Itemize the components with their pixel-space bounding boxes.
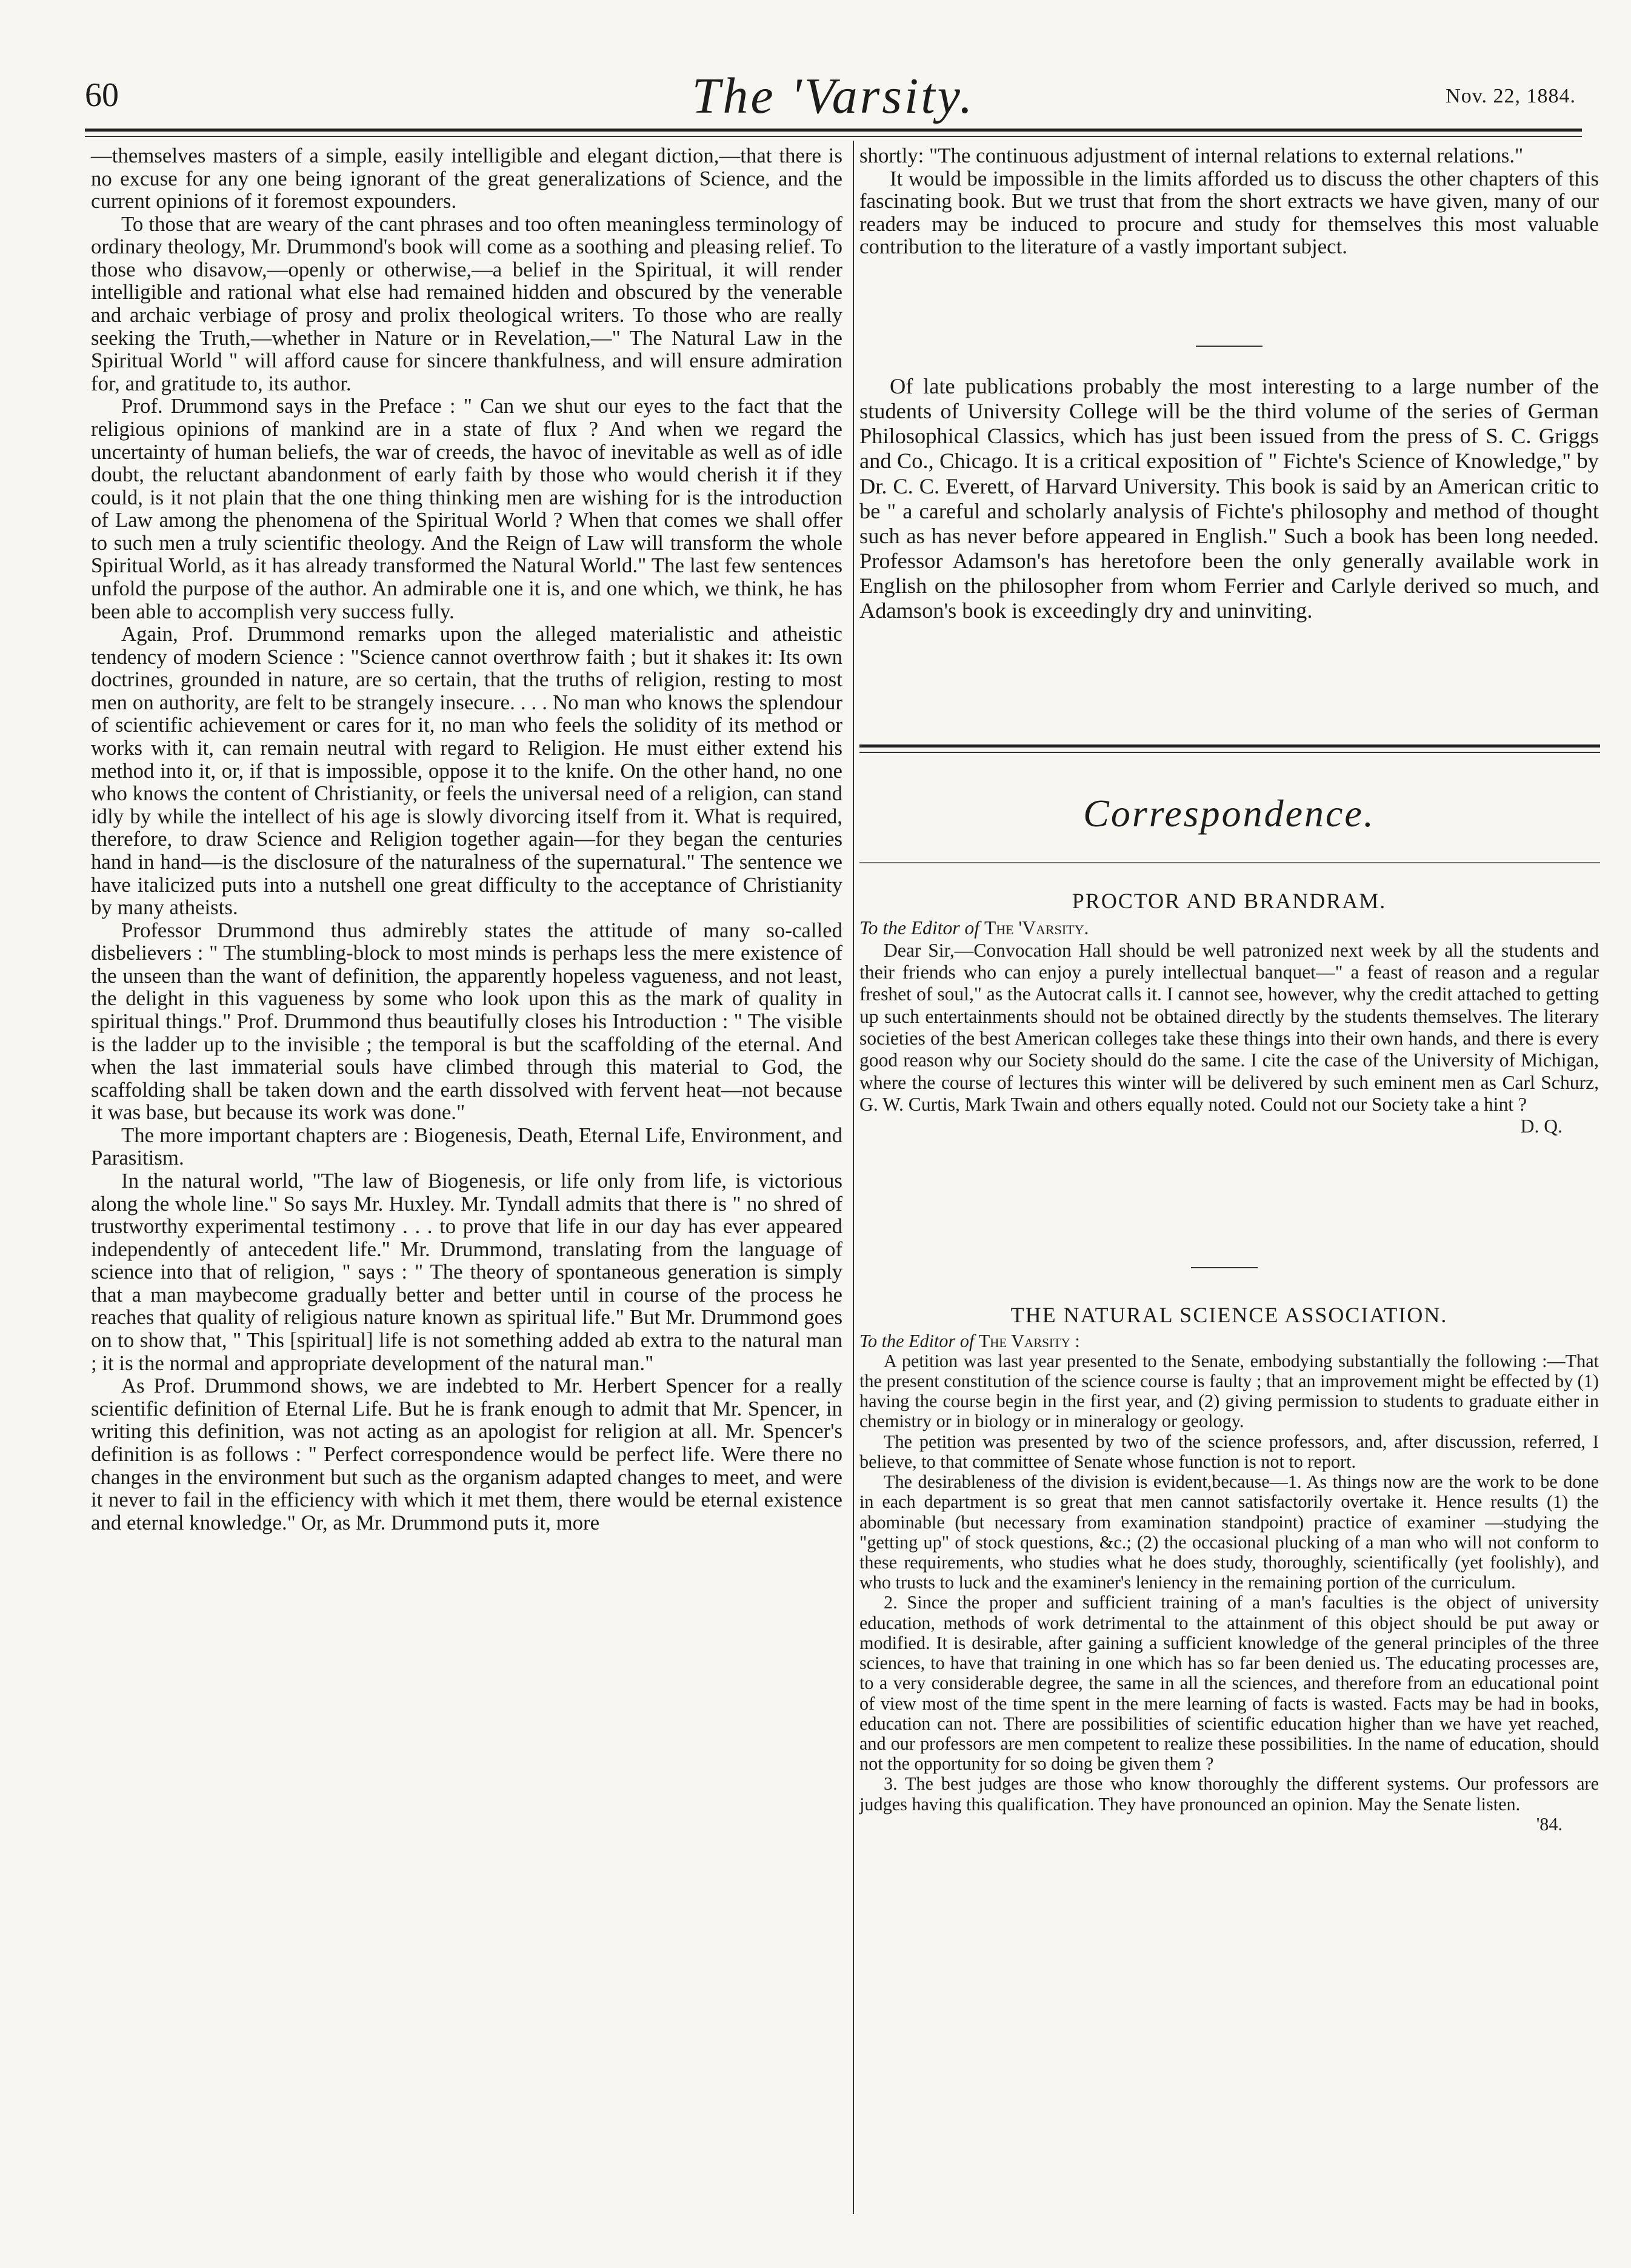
letter-paragraph: The petition was presented by two of the science professors, and, after discussion, referred, I believe, to that committee of Senate whose function is not to report.	[859, 1431, 1599, 1472]
article-paragraph: It would be impossible in the limits afforded us to discuss the other chapters of this fascinating book. But we trust that from the short extracts we have given, many of our readers may be induced to procure and study for themselves this most valuable contribution to the literature of a vastly important subject.	[859, 166, 1599, 259]
article-paragraph: To those that are weary of the cant phrases and too often meaningless terminology of ordinary theology, Mr. Drummond's book will come as a soothing and pleasing relief. To those who disavow,—openly or otherwise,—a belief in the Spiritual, it will render intelligible and rational what else had remained hidden and obscured by the venerable and archaic verbiage of prosy and prolix theological writers. To those who are really seeking the Truth,—whether in Nature or in Revelation,—" The Natural Law in the Spiritual World " will afford cause for sincere thankfulness, and will ensure admiration for, and gratitude to, its author.	[91, 212, 842, 395]
book-note	[859, 374, 1599, 623]
letter-paragraph: A petition was last year presented to the Senate, embodying substantially the following :—That the present constitution of the science course is faulty ; that an improvement might be effected by (1) having the course begin in the first year, and (2) giving permission to students to graduate either in chemistry or in biology or in mineralogy or geology.	[859, 1350, 1599, 1432]
letter-salutation: To the Editor of The 'Varsity.	[859, 917, 1089, 939]
masthead-title: The 'Varsity.	[692, 68, 975, 124]
article-paragraph: Prof. Drummond says in the Preface : " Can we shut our eyes to the fact that the religious opinions of mankind are in a state of flux ? And when we regard the uncertainty of human beliefs, the war of creeds, the havoc of inevitable as well as of idle doubt, the reluctant abandonment of early faith by those who would cherish it if they could, is it not plain that the one thing thinking men are wishing for is the introduction of Law among the phenomena of the Spiritual World ? When that comes we shall offer to such men a truly scientific theology. And the Reign of Law will transform the whole Spiritual World, as it has already transformed the Natural World." The last few sentences unfold the purpose of the author. An admirable one it is, and one which, we think, he has been able to accomplish very success fully.	[91, 394, 842, 623]
correspondence-heading: Correspondence.	[1083, 792, 1375, 835]
right-column-article-end	[859, 144, 1599, 258]
header-rule-thin	[85, 136, 1582, 137]
book-note-paragraph: Of late publications probably the most interesting to a large number of the students of University College will be the third volume of the series of German Philosophical Classics, which has just been issued from the press of S. C. Griggs and Co., Chicago. It is a critical exposition of " Fichte's Science of Knowledge," by Dr. C. C. Everett, of Harvard University. This book is said by an American critic to be " a careful and scholarly analysis of Fichte's philosophy and method of thought such as has never before appeared in English." Such a book has been long needed. Professor Adamson's has heretofore been the only generally available work in English on the philosopher from whom Ferrier and Carlyle derived so much, and Adamson's book is exceedingly dry and uninviting.	[859, 374, 1599, 623]
article-paragraph: The more important chapters are : Biogenesis, Death, Eternal Life, Environment, and Parasitism.	[91, 1123, 842, 1170]
article-paragraph: In the natural world, "The law of Biogenesis, or life only from life, is victorious along the whole line." So says Mr. Huxley. Mr. Tyndall admits that there is " no shred of trustworthy experimental testimony . . . to prove that life in our day has ever appeared independently of antecedent life." Mr. Drummond, translating from the language of science into that of religion, " says : " The theory of spontaneous generation is simply that a man maybecome gradually better and better until in course of the process he reaches that quality of religious nature known as spiritual life." But Mr. Drummond goes on to show that, " This [spiritual] life is not something added ab extra to the natural man ; it is the normal and appropriate development of the natural man."	[91, 1169, 842, 1375]
page-number: 60	[85, 76, 119, 114]
letter-paragraph: The desirableness of the division is evident,because—1. As things now are the work to be done in each department is so great that men cannot satisfactorily overtake it. Hence results (1) the abominable (but necessary from examination standpoint) practice of examiner —studying the "getting up" of stock questions, &c.; (2) the occasional plucking of a man who will not conform to these requirements, who studies what he does study, thoroughly, scientifically (yet foolishly), and who trusts to luck and the examiner's leniency in the remaining portion of the curriculum.	[859, 1471, 1599, 1593]
letter-natural-science	[859, 1303, 1599, 1835]
letter-signature: D. Q.	[1520, 1116, 1563, 1137]
article-paragraph: As Prof. Drummond shows, we are indebted to Mr. Herbert Spencer for a really scientific definition of Eternal Life. But he is frank enough to admit that Mr. Spencer, in writing this definition, was not acting as an apologist for religion at all. Mr. Spencer's definition is as follows : " Perfect correspondence would be perfect life. Were there no changes in the environment but such as the organism adapted changes to meet, and were it never to fail in the efficiency with which it met them, there would be eternal existence and eternal knowledge." Or, as Mr. Drummond puts it, more	[91, 1374, 842, 1534]
correspondence-rules	[859, 744, 1600, 753]
left-column	[91, 144, 842, 1534]
letter-heading: THE NATURAL SCIENCE ASSOCIATION.	[1010, 1303, 1448, 1327]
issue-date: Nov. 22, 1884.	[1446, 85, 1576, 107]
article-paragraph: Again, Prof. Drummond remarks upon the alleged materialistic and atheistic tendency of modern Science : "Science cannot overthrow faith ; but it shakes it: Its own doctrines, grounded in nature, are so certain, that the truths of religion, resting to most men on authority, are felt to be strangely insecure. . . . No man who knows the splendour of scientific achievement or cares for it, no man who feels the solidity of its method or works with it, can remain neutral with regard to Religion. He must either extend his method into it, or, if that is impossible, oppose it to the knife. On the other hand, no one who knows the content of Christianity, or feels the universal need of a religion, can stand idly by while the intellect of his age is slowly divorcing itself from it. What is required, therefore, to draw Science and Religion together again—for they began the centuries hand in hand—is the disclosure of the naturalness of the supernatural." The sentence we have italicized puts into a nutshell one great difficulty to the acceptance of Christianity by many atheists.	[91, 622, 842, 920]
letter-body: Dear Sir,—Convocation Hall should be well patronized next week by all the students and their friends who can enjoy a purely intellectual banquet—" a feast of reason and a regular freshet of soul," as the Autocrat calls it. I cannot see, however, why the credit attached to getting up such entertainments should not be obtained directly by the students themselves. The literary societies of the best American colleges take these things into their own hands, and there is every good reason why our Society should do the same. I cite the case of the University of Michigan, where the course of lectures this winter will be delivered by such eminent men as Carl Schurz, G. W. Curtis, Mark Twain and others equally noted. Could not our Society take a hint ?	[859, 939, 1599, 1116]
column-divider	[853, 141, 854, 2214]
correspondence-rule-below	[859, 862, 1600, 863]
letter-signature: '84.	[1536, 1813, 1563, 1835]
page-header	[85, 67, 1582, 124]
header-rule-thick	[85, 129, 1582, 132]
letter-heading: PROCTOR AND BRANDRAM.	[1072, 889, 1387, 913]
letter-separator	[1191, 1267, 1258, 1268]
section-separator	[1196, 346, 1262, 347]
letter-paragraph: 3. The best judges are those who know thoroughly the different systems. Our professors are judges having this qualification. They have pronounced an opinion. May the Senate listen.	[859, 1773, 1599, 1815]
letter-paragraph: 2. Since the proper and sufficient training of a man's faculties is the object of university education, methods of work detrimental to the attainment of this object should be put away or modified. It is desirable, after gaining a sufficient knowledge of the general principles of the three sciences, to have that training in one which has so far been denied us. The educating processes are, to a very considerable degree, the same in all the sciences, and therefore from an educational point of view most of the time spent in the mere learning of facts is wasted. Facts may be had in books, education can not. There are possibilities of scientific education higher than we have yet reached, and our professors are men competent to realize these possibilities. In the name of education, should not the opportunity for so doing be given them ?	[859, 1592, 1599, 1775]
letter-proctor-brandram	[859, 889, 1599, 1138]
article-paragraph: —themselves masters of a simple, easily intelligible and elegant diction,—that there is no excuse for any one being ignorant of the great generalizations of Science, and the current opinions of it foremost expounders.	[91, 144, 842, 213]
article-paragraph: Professor Drummond thus admirebly states the attitude of many so-called disbelievers : " The stumbling-block to most minds is perhaps less the mere existence of the unseen than the want of definition, the apparently hopeless vagueness, and not least, the delight in this vagueness by some who look upon this as the mark of quality in spiritual things." Prof. Drummond thus beautifully closes his Introduction : " The visible is the ladder up to the invisible ; the temporal is but the scaffolding of the eternal. And when the last immaterial souls have climbed through this material to God, the scaffolding shall be taken down and the earth dissolved with fervent heat—not because it was base, but because its work was done."	[91, 918, 842, 1125]
article-paragraph: shortly: "The continuous adjustment of internal relations to external relations."	[859, 144, 1524, 167]
letter-salutation: To the Editor of The Varsity :	[859, 1330, 1080, 1351]
